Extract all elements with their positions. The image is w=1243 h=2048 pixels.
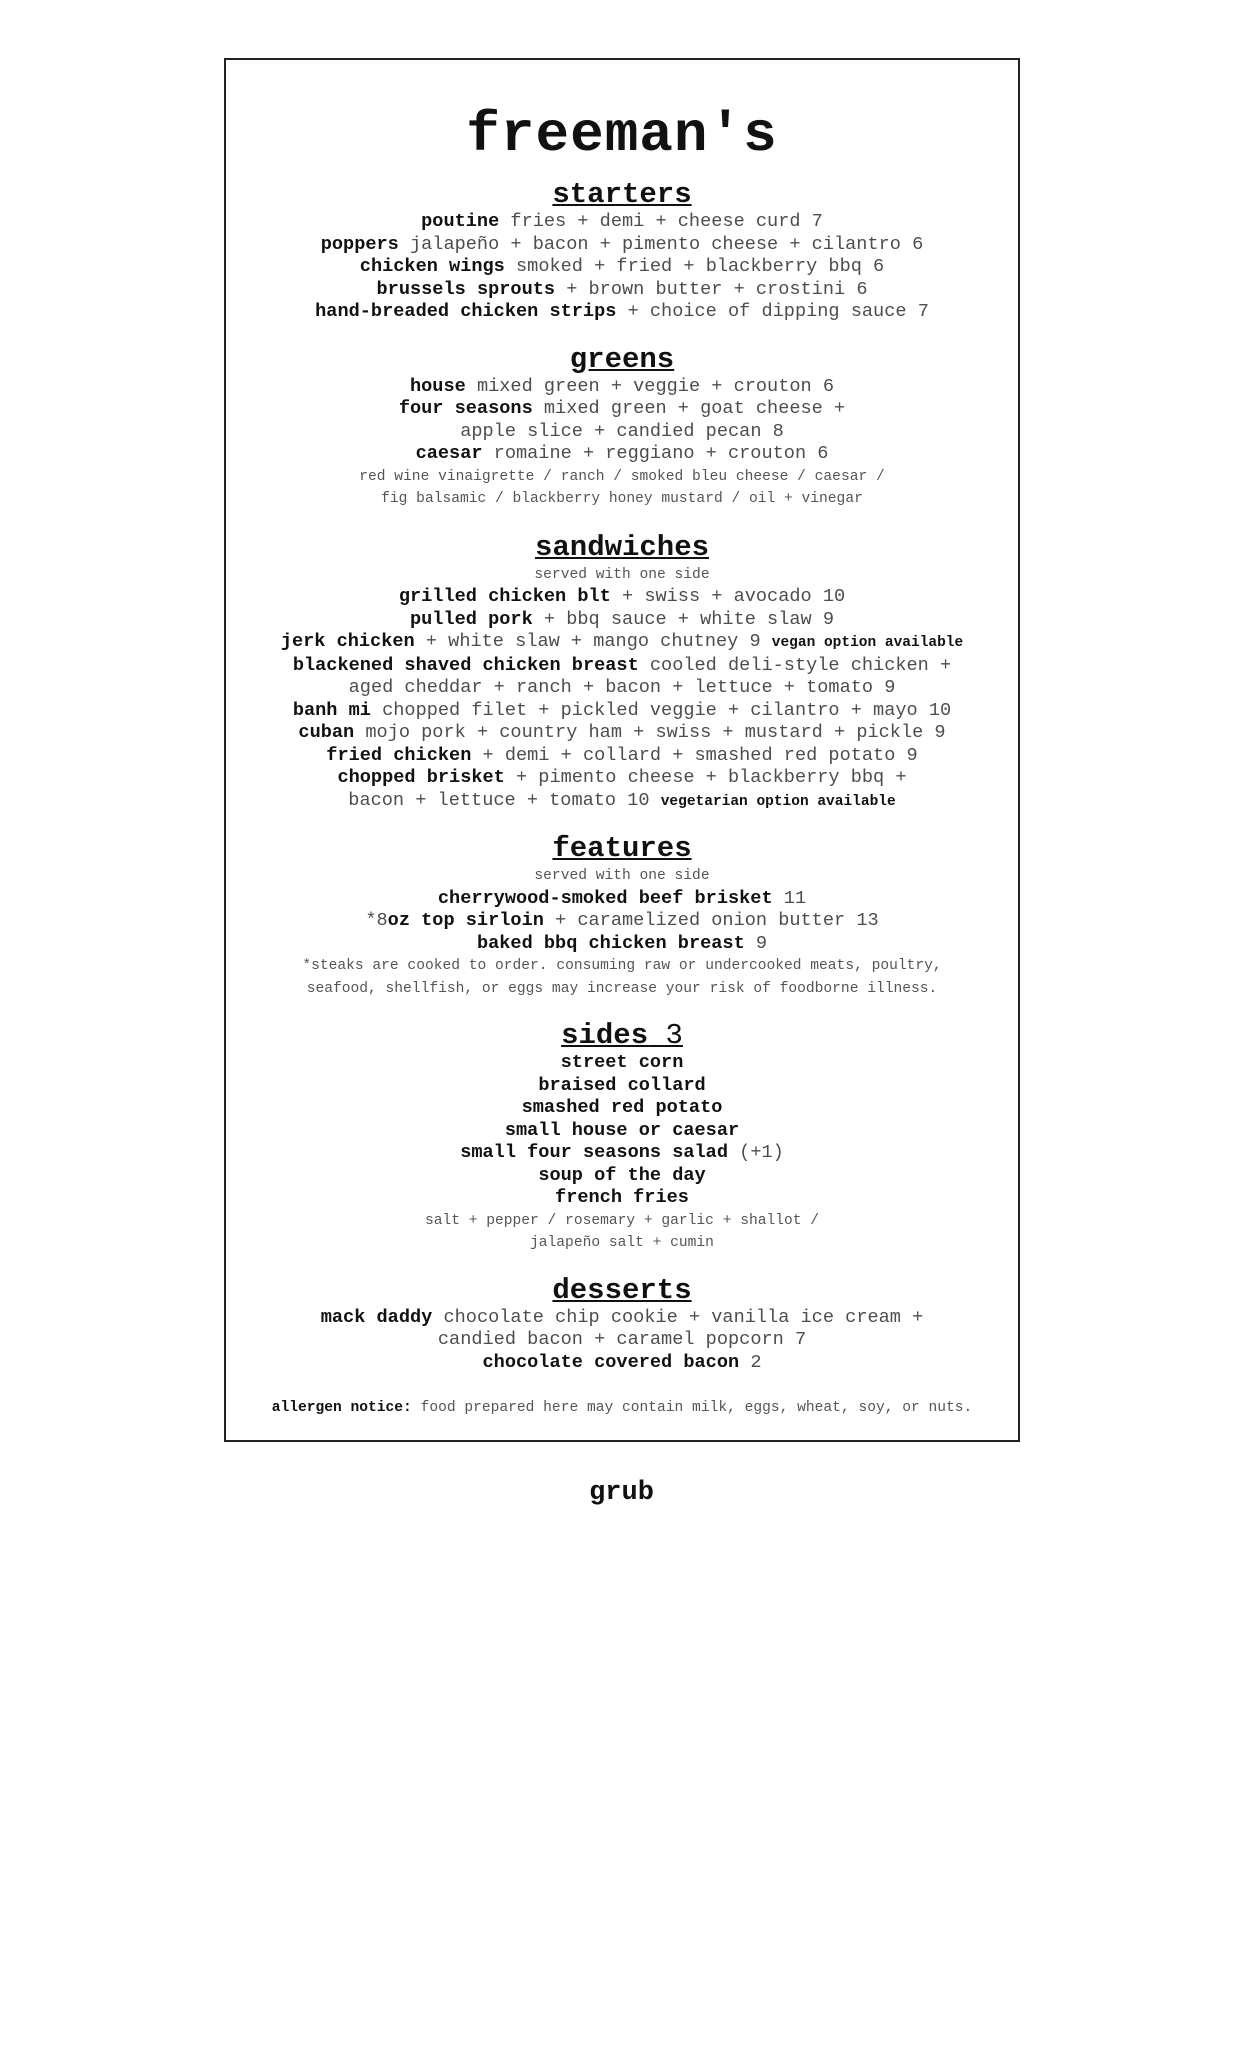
menu-item (226, 745, 1018, 768)
menu-item (226, 279, 1018, 302)
item-desc: + brown butter + crostini 6 (555, 278, 868, 300)
item-note: vegetarian option available (660, 793, 896, 810)
item-name: poutine (421, 211, 500, 232)
menu-item (226, 398, 1018, 421)
fries-seasoning-options: jalapeño salt + cumin (530, 1235, 714, 1251)
item-name: four seasons (398, 398, 533, 419)
sides-section (226, 1020, 1018, 1255)
dressing-options: fig balsamic / blackberry honey mustard / oil + vinegar (381, 491, 863, 507)
item-name: chocolate covered bacon (482, 1351, 740, 1373)
section-subtitle: served with one side (534, 566, 710, 583)
menu-item (226, 655, 1018, 678)
allergen-label: allergen notice: (271, 1400, 412, 1416)
item-name: house (409, 375, 466, 397)
dressing-options: red wine vinaigrette / ranch / smoked bleu cheese / caesar / (359, 468, 885, 485)
item-desc: + white slaw + mango chutney 9 (414, 631, 772, 652)
item-name: blackened shaved chicken breast (292, 654, 639, 676)
item-desc: apple slice + candied pecan 8 (460, 420, 784, 442)
menu-item (226, 443, 1018, 466)
desserts-section (226, 1275, 1018, 1375)
steak-disclaimer: *steaks are cooked to order. consuming raw or undercooked meats, poultry, (302, 958, 942, 974)
menu-item-continuation (226, 677, 1018, 700)
side-item: street corn (560, 1052, 684, 1073)
greens-section (226, 344, 1018, 511)
section-title-text: sides (561, 1019, 649, 1052)
item-desc: + caramelized onion butter 13 (543, 910, 879, 931)
item-desc: + bbq sauce + white slaw 9 (532, 608, 835, 630)
menu-item (226, 211, 1018, 234)
menu-item (226, 1352, 1018, 1375)
item-desc: jalapeño + bacon + pimento cheese + cilantro 6 (398, 233, 924, 255)
restaurant-name: freeman's (466, 103, 778, 167)
item-name: pulled pork (409, 608, 533, 630)
item-name: brussels sprouts (376, 278, 556, 300)
item-desc: chopped filet + pickled veggie + cilantro + mayo 10 (370, 699, 952, 721)
menu-item (226, 586, 1018, 609)
item-name: hand-breaded chicken strips (315, 301, 617, 322)
item-name: chicken wings (359, 256, 505, 277)
item-name: oz top sirloin (387, 910, 544, 931)
menu-item (226, 234, 1018, 257)
item-name: fried chicken (326, 744, 472, 766)
item-name: cuban (298, 722, 355, 743)
item-desc: 11 (772, 887, 807, 909)
item-name: jerk chicken (280, 631, 415, 652)
item-name: caesar (415, 443, 483, 464)
item-prefix: *8 (365, 910, 388, 931)
item-desc: + choice of dipping sauce 7 (616, 301, 929, 322)
side-item (226, 1142, 1018, 1165)
steak-disclaimer: seafood, shellfish, or eggs may increase your risk of foodborne illness. (306, 980, 938, 997)
section-title-desserts: desserts (552, 1273, 692, 1307)
side-item: small house or caesar (504, 1119, 740, 1141)
item-name: poppers (320, 233, 399, 255)
item-desc: + swiss + avocado 10 (610, 586, 846, 607)
menu-item (226, 301, 1018, 324)
section-title-sides (226, 1020, 1018, 1052)
side-item: soup of the day (538, 1164, 706, 1186)
menu-item (226, 1307, 1018, 1330)
allergen-notice (226, 1398, 1018, 1418)
item-desc: romaine + reggiano + crouton 6 (482, 443, 829, 464)
menu-item (226, 722, 1018, 745)
item-name: banh mi (292, 699, 371, 721)
menu-item (226, 609, 1018, 632)
side-item-name: small four seasons salad (460, 1142, 728, 1163)
menu-item (226, 933, 1018, 956)
allergen-text: food prepared here may contain milk, eggs, wheat, soy, or nuts. (411, 1400, 973, 1416)
section-title-greens: greens (569, 342, 675, 376)
item-desc: 9 (744, 932, 768, 954)
side-item: braised collard (538, 1074, 706, 1096)
item-desc: + demi + collard + smashed red potato 9 (471, 744, 918, 766)
menu-item (226, 910, 1018, 933)
menu-item (226, 256, 1018, 279)
menu-label-grub: grub (589, 1478, 654, 1508)
item-desc: cooled deli-style chicken + (638, 654, 952, 676)
menu-item-continuation (226, 790, 1018, 814)
sandwiches-section (226, 532, 1018, 814)
starters-section (226, 179, 1018, 324)
side-item: french fries (555, 1187, 689, 1208)
section-title-sandwiches: sandwiches (534, 530, 710, 564)
menu-item-continuation (226, 421, 1018, 444)
item-name: mack daddy (320, 1306, 433, 1328)
side-item-extra: (+1) (728, 1142, 784, 1163)
item-note: vegan option available (771, 635, 964, 651)
item-desc: candied bacon + caramel popcorn 7 (437, 1329, 807, 1350)
menu-item (226, 376, 1018, 399)
item-desc: mixed green + veggie + crouton 6 (465, 375, 834, 397)
menu-item-continuation (226, 1329, 1018, 1352)
item-name: chopped brisket (337, 767, 505, 788)
item-name: cherrywood-smoked beef brisket (437, 887, 773, 909)
item-name: baked bbq chicken breast (476, 932, 745, 954)
menu-item (226, 700, 1018, 723)
item-desc: + pimento cheese + blackberry bbq + (504, 767, 907, 788)
side-item: smashed red potato (521, 1097, 723, 1118)
item-desc: smoked + fried + blackberry bbq 6 (504, 256, 885, 277)
section-title-features: features (552, 832, 692, 865)
fries-seasoning-options: salt + pepper / rosemary + garlic + shallot / (424, 1212, 820, 1229)
item-desc: aged cheddar + ranch + bacon + lettuce + tomato 9 (348, 677, 896, 698)
item-desc: mojo pork + country ham + swiss + mustard + pickle 9 (354, 722, 946, 743)
section-subtitle: served with one side (534, 868, 710, 884)
features-section (226, 833, 1018, 1000)
section-title-starters: starters (552, 178, 692, 211)
menu-item (226, 888, 1018, 911)
menu-card (224, 58, 1020, 1442)
item-desc: fries + demi + cheese curd 7 (499, 211, 823, 232)
item-name: grilled chicken blt (398, 586, 611, 607)
menu-item (226, 631, 1018, 655)
item-desc: chocolate chip cookie + vanilla ice cream + (432, 1306, 924, 1328)
menu-item (226, 767, 1018, 790)
item-desc: bacon + lettuce + tomato 10 (348, 789, 661, 811)
section-price: 3 (648, 1019, 683, 1052)
item-desc: mixed green + goat cheese + (532, 398, 846, 419)
item-desc: 2 (739, 1351, 762, 1373)
